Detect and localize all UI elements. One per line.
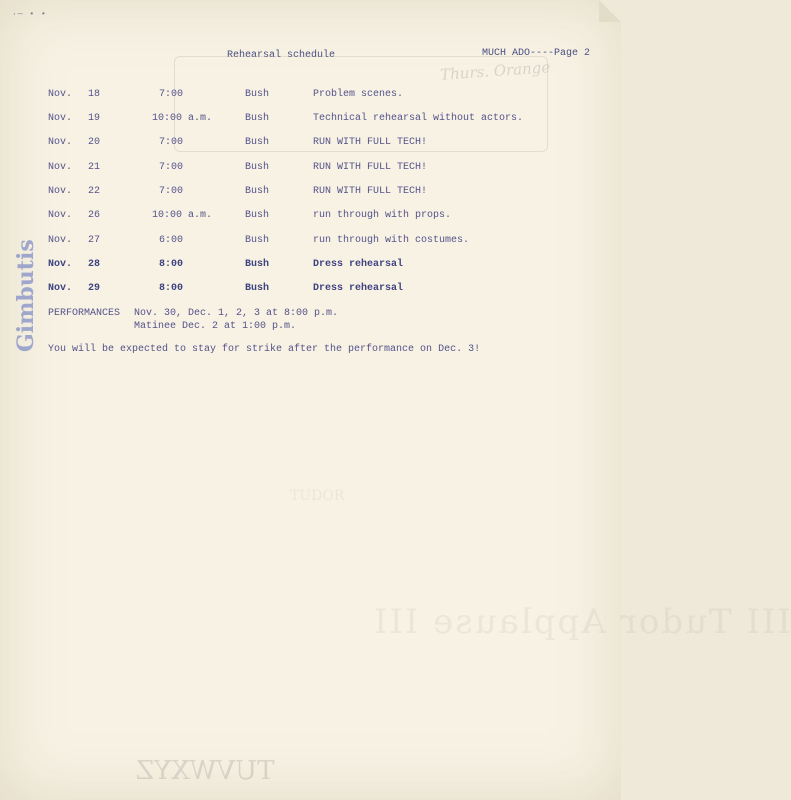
row-month: Nov. [48,235,73,246]
row-time: 7:00 [159,89,184,100]
row-place: Bush [245,235,270,246]
bleed-through-text: TUVWXYZ [136,756,275,786]
schedule-row [0,186,600,202]
schedule-row [0,283,600,299]
page-header-number: MUCH ADO----Page 2 [482,48,591,59]
row-event: RUN WITH FULL TECH! [313,186,428,197]
row-day: 26 [88,210,101,221]
schedule-row [0,89,600,105]
page-title: Rehearsal schedule [227,50,336,61]
row-day: 27 [88,235,101,246]
row-place: Bush [245,259,270,270]
row-month: Nov. [48,283,73,294]
row-month: Nov. [48,210,73,221]
schedule-row [0,162,600,178]
row-time: 8:00 [159,283,184,294]
row-event: run through with props. [313,210,452,221]
row-time: 8:00 [159,259,184,270]
row-place: Bush [245,186,270,197]
schedule-row [0,235,600,251]
row-time: 7:00 [159,186,184,197]
row-time: 7:00 [159,137,184,148]
row-time: 10:00 a.m. [152,210,213,221]
row-day: 22 [88,186,101,197]
row-place: Bush [245,210,270,221]
row-place: Bush [245,113,270,124]
strike-note: You will be expected to stay for strike after the performance on Dec. 3! [48,344,481,355]
schedule-row [0,113,600,129]
pencil-annotation: Thurs. Orange [439,58,551,84]
row-day: 29 [88,283,101,294]
row-month: Nov. [48,89,73,100]
row-event: Dress rehearsal [313,283,404,294]
schedule-row [0,210,600,226]
row-time: 10:00 a.m. [152,113,213,124]
row-event: Dress rehearsal [313,259,404,270]
row-month: Nov. [48,137,73,148]
page-corner-fold [599,0,621,22]
performances-label: PERFORMANCES [48,308,121,319]
performances-matinee: Matinee Dec. 2 at 1:00 p.m. [134,321,297,332]
row-place: Bush [245,137,270,148]
row-event: RUN WITH FULL TECH! [313,137,428,148]
row-month: Nov. [48,162,73,173]
row-day: 20 [88,137,101,148]
row-event: Problem scenes. [313,89,404,100]
schedule-row [0,259,600,275]
row-month: Nov. [48,186,73,197]
ink-stamp: Gimbutis [13,239,39,352]
row-month: Nov. [48,259,73,270]
row-day: 28 [88,259,101,270]
corner-mark: ·— • • [12,10,47,19]
row-event: RUN WITH FULL TECH! [313,162,428,173]
row-day: 21 [88,162,101,173]
row-place: Bush [245,162,270,173]
row-event: Technical rehearsal without actors. [313,113,524,124]
row-time: 7:00 [159,162,184,173]
row-place: Bush [245,283,270,294]
bleed-through-text: TUDOR [290,488,345,504]
row-day: 19 [88,113,101,124]
schedule-row [0,137,600,153]
row-event: run through with costumes. [313,235,470,246]
row-day: 18 [88,89,101,100]
bleed-through-text: III Tudor Applause III [372,602,791,642]
performances-dates: Nov. 30, Dec. 1, 2, 3 at 8:00 p.m. [134,308,339,319]
row-time: 6:00 [159,235,184,246]
row-place: Bush [245,89,270,100]
row-month: Nov. [48,113,73,124]
